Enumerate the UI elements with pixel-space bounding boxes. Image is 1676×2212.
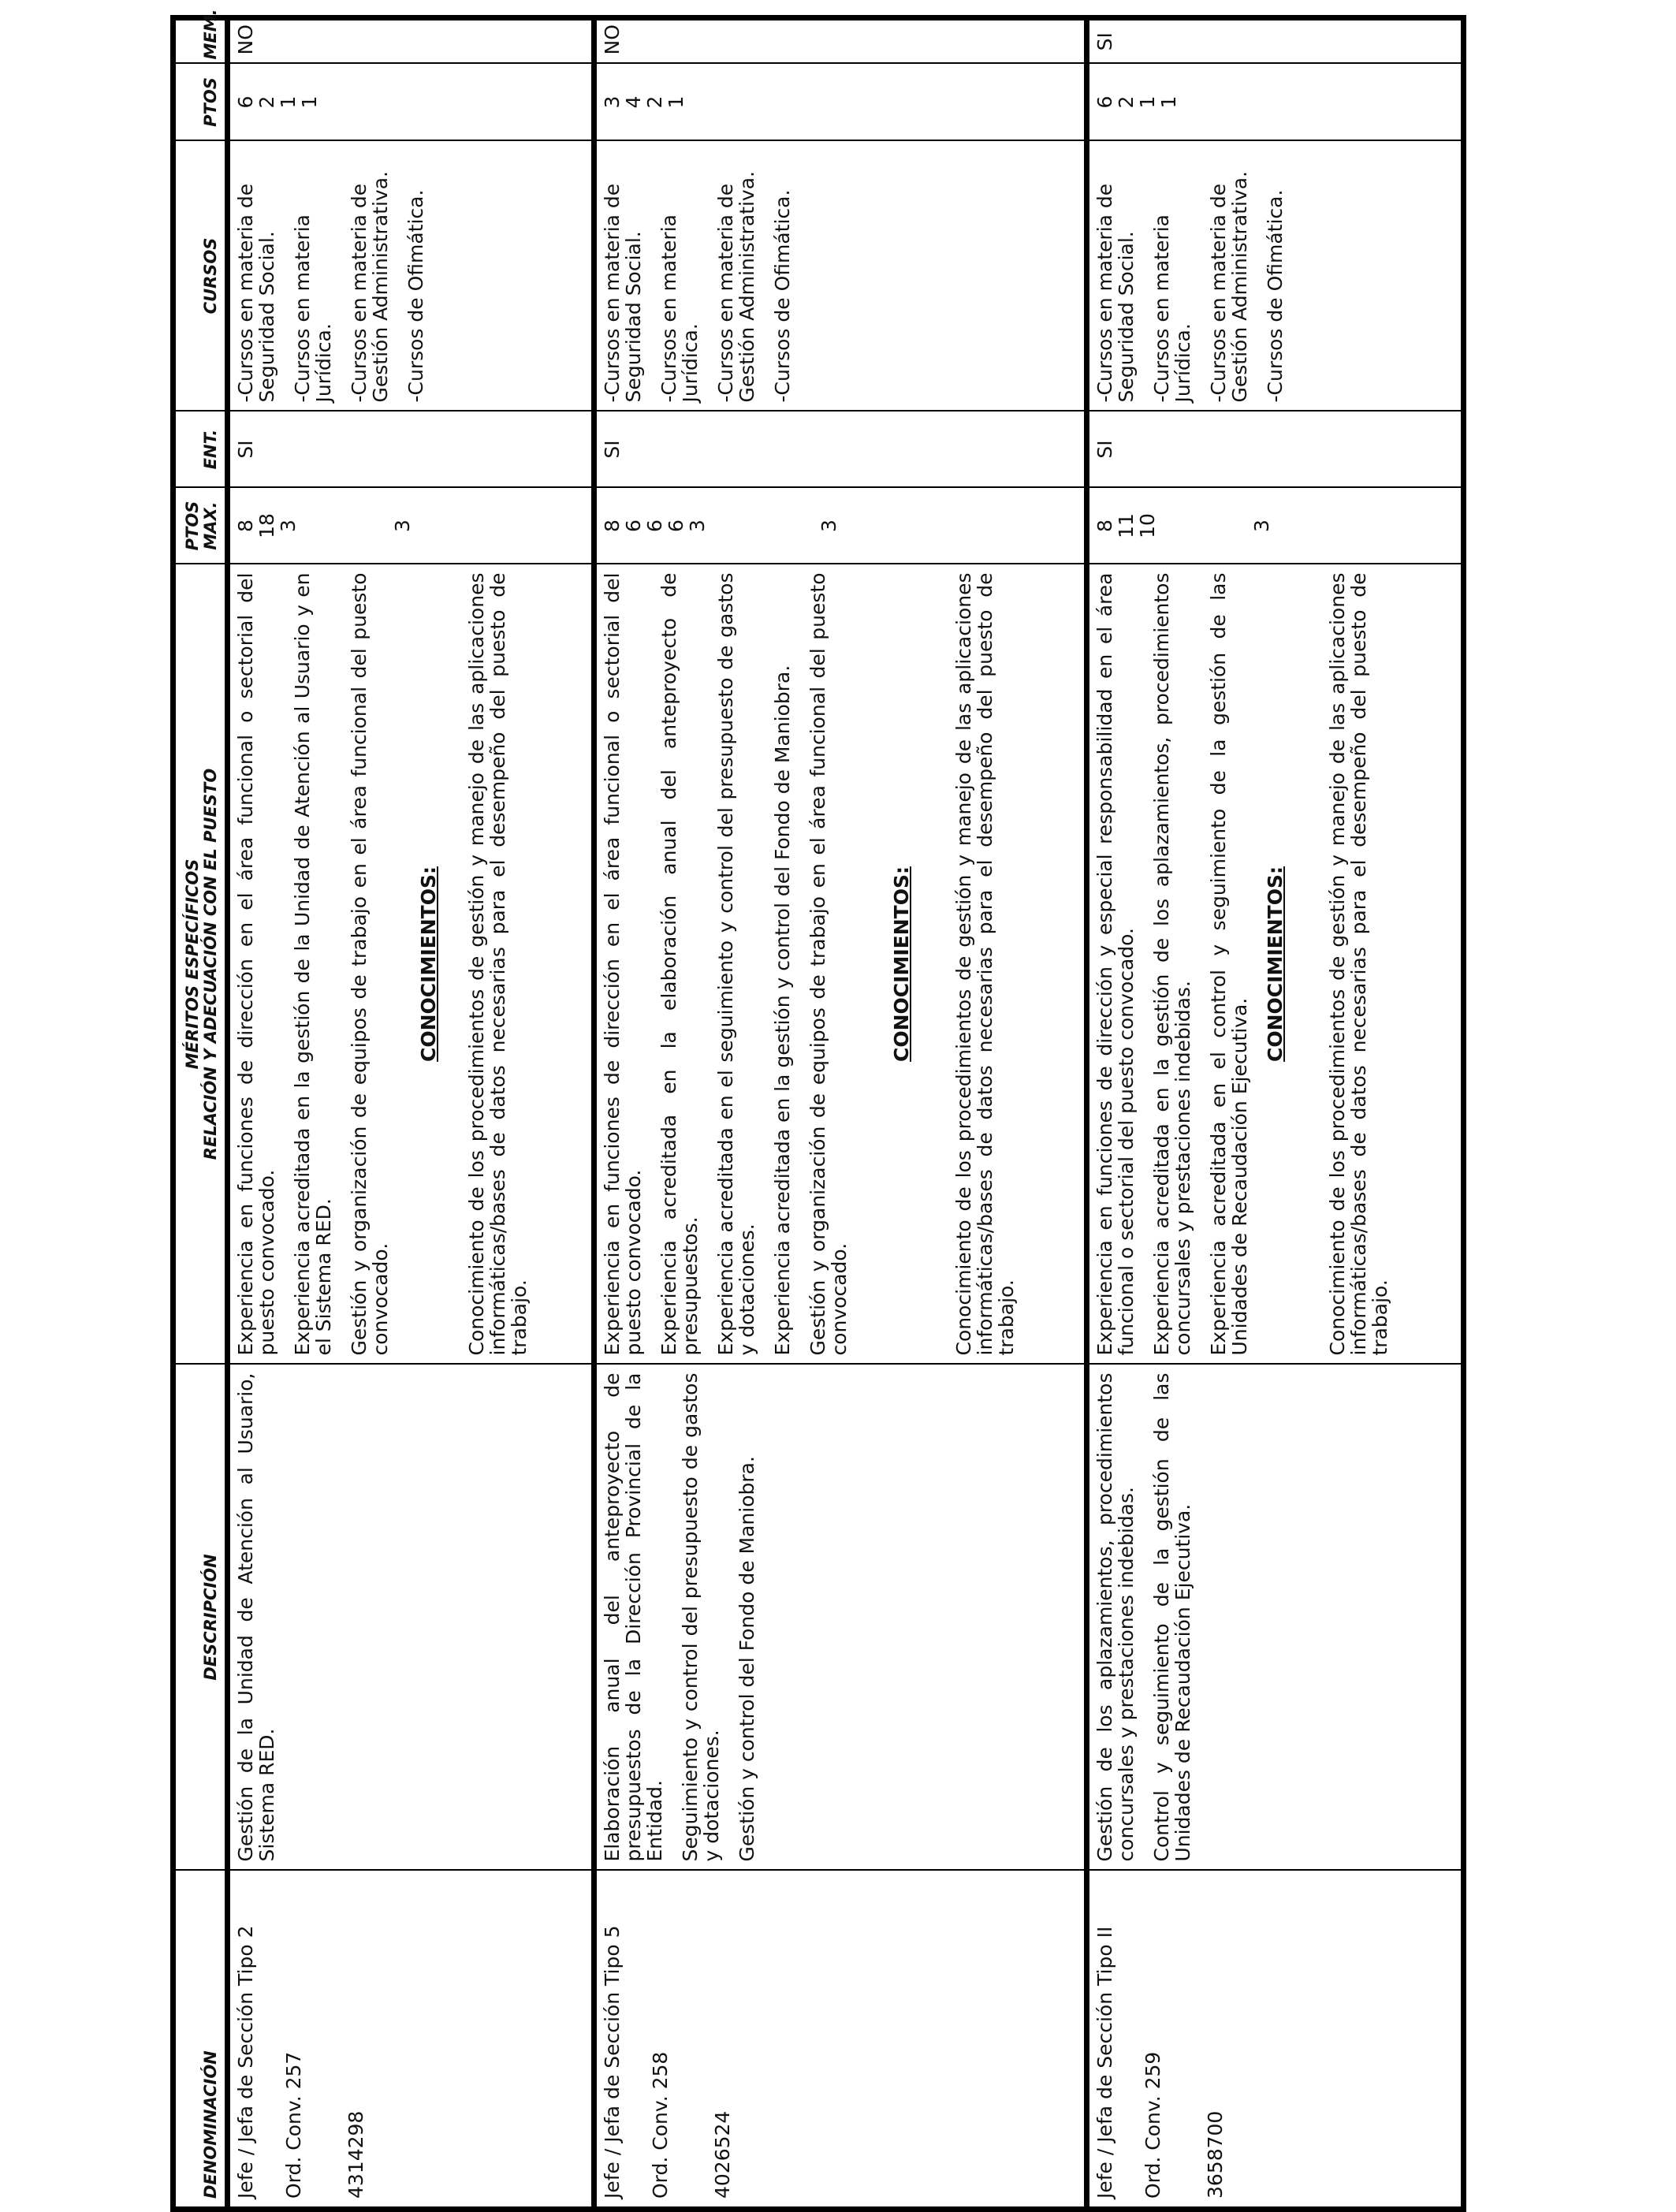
merito-item: Experiencia acreditada en la gestión de la Unidad de Atención al Usuario y en el Sistema RED. <box>291 572 335 1356</box>
ptos-value: 6 <box>1093 95 1116 109</box>
header-denominacion: DENOMINACIÓN <box>173 1871 228 2210</box>
mem-cell <box>594 18 1087 64</box>
conocimiento-item: Conocimiento de los procedimientos de gestión y manejo de las aplicaciones informáticas/bases de datos necesarias para el desempeño del puesto de trabajo. <box>1326 572 1391 1356</box>
ptos-max-value: 8 <box>1093 519 1116 532</box>
curso-item: -Cursos en materia Jurídica. <box>657 214 702 403</box>
rotated-page <box>170 9 1466 2212</box>
header-descripcion: DESCRIPCIÓN <box>173 1365 228 1871</box>
curso-item: -Cursos de Ofimática. <box>771 189 794 403</box>
denominacion-code: 4314298 <box>345 2110 367 2199</box>
header-cursos: CURSOS <box>173 141 228 411</box>
ptos-value: 2 <box>1115 95 1138 109</box>
merits-table <box>170 9 1466 2212</box>
meritos-cell <box>1087 564 1464 1365</box>
curso-item: -Cursos de Ofimática. <box>404 189 427 403</box>
header-mem: MEM. <box>173 18 228 64</box>
ent-cell <box>228 411 594 488</box>
ptos-value: 1 <box>1157 95 1180 109</box>
ptos-max-value: 6 <box>665 519 687 532</box>
denominacion-title: Jefe / Jefa de Sección Tipo 5 <box>601 1925 624 2199</box>
ptos-max-value: 8 <box>234 519 257 532</box>
curso-item: -Cursos en materia de Seguridad Social. <box>601 183 645 403</box>
cursos-cell <box>1087 141 1464 411</box>
curso-item: -Cursos en materia Jurídica. <box>1150 214 1194 403</box>
conocimiento-item: Conocimiento de los procedimientos de gestión y manejo de las aplicaciones informáticas/bases de datos necesarias para el desempeño del puesto de trabajo. <box>952 572 1018 1356</box>
cursos-cell <box>594 141 1087 411</box>
descripcion-item: Gestión de los aplazamientos, procedimientos concursales y prestaciones indebidas. <box>1093 1372 1138 1862</box>
header-meritos-line1: MÉRITOS ESPECÍFICOS <box>183 858 202 1070</box>
ptos-value: 3 <box>601 95 624 109</box>
merito-item: Gestión y organización de equipos de trabajo en el área funcional del puesto convocado. <box>348 572 392 1356</box>
header-meritos-line2: RELACIÓN Y ADECUACIÓN CON EL PUESTO <box>201 768 220 1160</box>
descripcion-item: Seguimiento y control del presupuesto de gastos y dotaciones. <box>679 1372 723 1862</box>
mem-cell <box>228 18 594 64</box>
cursos-cell <box>228 141 594 411</box>
merito-item: Experiencia en funciones de dirección en el área funcional o sectorial del puesto convocado. <box>601 572 645 1356</box>
curso-item: -Cursos en materia de Seguridad Social. <box>234 183 278 403</box>
descripcion-item: Control y seguimiento de la gestión de las Unidades de Recaudación Ejecutiva. <box>1150 1372 1194 1862</box>
ptos-value: 1 <box>665 95 687 109</box>
curso-item: -Cursos en materia de Gestión Administrativa. <box>1207 171 1251 403</box>
header-ptos-max-line1: PTOS <box>183 501 202 551</box>
denominacion-code: 4026524 <box>711 2110 734 2199</box>
header-ptos-max-line2: MAX. <box>201 501 220 550</box>
denominacion-order: Ord. Conv. 259 <box>1142 2051 1164 2199</box>
merito-item: Experiencia acreditada en la gestión y control del Fondo de Maniobra. <box>771 665 794 1356</box>
ptos-cell <box>1087 64 1464 141</box>
curso-item: -Cursos en materia de Gestión Administrativa. <box>348 171 392 403</box>
ptos-cell <box>594 64 1087 141</box>
mem-value: NO <box>601 24 624 55</box>
table-row <box>1087 18 1464 2210</box>
header-row <box>173 18 228 2210</box>
meritos-cell <box>594 564 1087 1365</box>
ptos-max-cell <box>1087 488 1464 564</box>
descripcion-cell <box>228 1365 594 1871</box>
mem-value: NO <box>234 24 257 55</box>
ent-value: SI <box>601 440 624 459</box>
ptos-max-cell <box>228 488 594 564</box>
merito-item: Experiencia en funciones de dirección y especial responsabilidad en el área funcional o sectorial del puesto convocado. <box>1093 572 1138 1356</box>
ptos-value: 2 <box>255 95 278 109</box>
ptos-max-value: 3 <box>818 519 840 532</box>
mem-cell <box>1087 18 1464 64</box>
conocimientos-heading: CONOCIMIENTOS: <box>1264 866 1287 1062</box>
merito-item: Experiencia acreditada en el seguimiento y control del presupuesto de gastos y dotaciones. <box>714 572 758 1356</box>
ptos-value: 1 <box>277 95 300 109</box>
ptos-max-value: 11 <box>1115 513 1138 538</box>
ptos-max-value: 8 <box>601 519 624 532</box>
curso-item: -Cursos en materia Jurídica. <box>291 214 335 403</box>
ptos-max-cell <box>594 488 1087 564</box>
merito-item: Experiencia acreditada en el control y seguimiento de la gestión de las Unidades de Recaudación Ejecutiva. <box>1207 572 1251 1356</box>
mem-value: SI <box>1093 32 1116 51</box>
ptos-max-value: 6 <box>643 519 666 532</box>
ptos-max-value: 3 <box>277 519 300 532</box>
ent-cell <box>594 411 1087 488</box>
descripcion-item: Gestión y control del Fondo de Maniobra. <box>736 1456 758 1862</box>
denominacion-code: 3658700 <box>1204 2110 1227 2199</box>
denominacion-cell <box>228 1871 594 2210</box>
curso-item: -Cursos en materia de Seguridad Social. <box>1093 183 1138 403</box>
header-meritos <box>173 564 228 1365</box>
descripcion-item: Gestión de la Unidad de Atención al Usuario, Sistema RED. <box>234 1372 278 1862</box>
denominacion-cell <box>594 1871 1087 2210</box>
merito-item: Gestión y organización de equipos de trabajo en el área funcional del puesto convocado. <box>806 572 851 1356</box>
ptos-value: 1 <box>1136 95 1159 109</box>
table-row <box>228 18 594 2210</box>
curso-item: -Cursos en materia de Gestión Administrativa. <box>714 171 758 403</box>
denominacion-cell <box>1087 1871 1464 2210</box>
denominacion-order: Ord. Conv. 258 <box>649 2051 672 2199</box>
descripcion-item: Elaboración anual del anteproyecto de presupuestos de la Dirección Provincial de la Entidad. <box>601 1372 666 1862</box>
meritos-cell <box>228 564 594 1365</box>
descripcion-cell <box>1087 1365 1464 1871</box>
merito-item: Experiencia acreditada en la gestión de los aplazamientos, procedimientos concursales y prestaciones indebidas. <box>1150 572 1194 1356</box>
ptos-cell <box>228 64 594 141</box>
conocimientos-heading: CONOCIMIENTOS: <box>417 866 440 1062</box>
descripcion-cell <box>594 1365 1087 1871</box>
ptos-max-value: 6 <box>622 519 645 532</box>
denominacion-order: Ord. Conv. 257 <box>282 2051 305 2199</box>
ptos-value: 6 <box>234 95 257 109</box>
header-ptos-max <box>173 488 228 564</box>
conocimiento-item: Conocimiento de los procedimientos de gestión y manejo de las aplicaciones informáticas/bases de datos necesarias para el desempeño del puesto de trabajo. <box>465 572 531 1356</box>
header-ent: ENT. <box>173 411 228 488</box>
ptos-max-value: 10 <box>1136 513 1159 538</box>
ent-value: SI <box>234 440 257 459</box>
curso-item: -Cursos de Ofimática. <box>1264 189 1287 403</box>
ptos-value: 2 <box>643 95 666 109</box>
ent-value: SI <box>1093 440 1116 459</box>
conocimientos-heading: CONOCIMIENTOS: <box>890 866 913 1062</box>
header-ptos: PTOS <box>173 64 228 141</box>
ptos-max-value: 3 <box>1250 519 1273 532</box>
ptos-max-value: 3 <box>686 519 709 532</box>
ptos-value: 4 <box>622 95 645 109</box>
merito-item: Experiencia acreditada en la elaboración anual del anteproyecto de presupuestos. <box>657 572 702 1356</box>
denominacion-title: Jefe / Jefa de Sección Tipo II <box>1093 1926 1116 2199</box>
ptos-value: 1 <box>298 95 321 109</box>
table-row <box>594 18 1087 2210</box>
ptos-max-value: 3 <box>391 519 414 532</box>
denominacion-title: Jefe / Jefa de Sección Tipo 2 <box>234 1925 257 2199</box>
merito-item: Experiencia en funciones de dirección en el área funcional o sectorial del puesto convocado. <box>234 572 278 1356</box>
ent-cell <box>1087 411 1464 488</box>
ptos-max-value: 18 <box>255 513 278 538</box>
